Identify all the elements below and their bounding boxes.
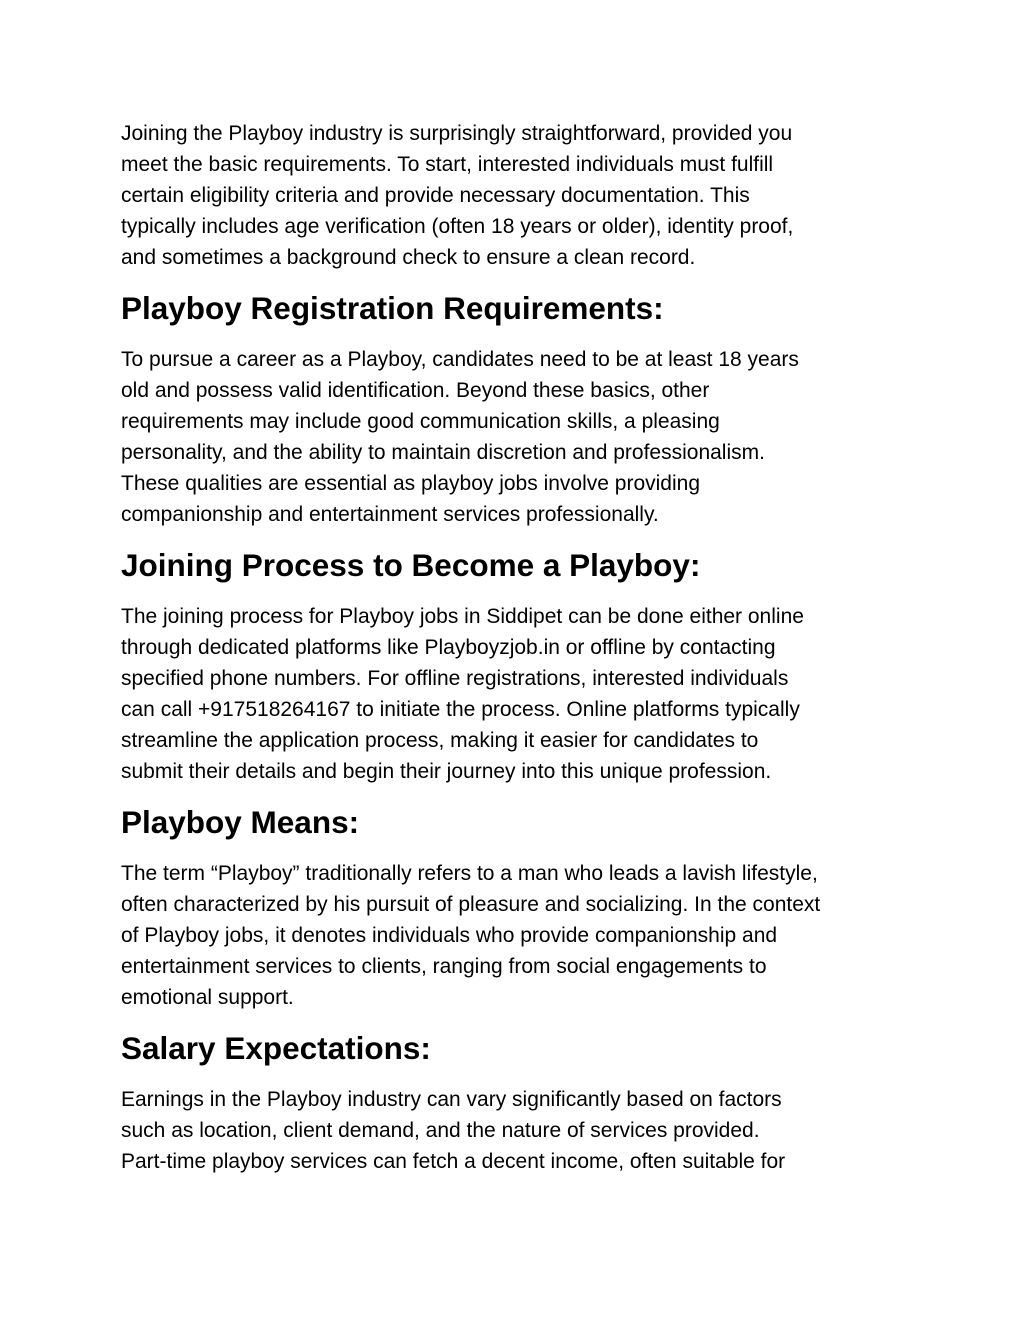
text-line: Earnings in the Playboy industry can vary significantly based on factors — [121, 1088, 782, 1111]
text-line: The joining process for Playboy jobs in Siddipet can be done either online — [121, 605, 804, 628]
text-line: specified phone numbers. For offline registrations, interested individuals — [121, 667, 789, 690]
text-line: To pursue a career as a Playboy, candidates need to be at least 18 years — [121, 348, 799, 371]
section-heading-registration: Playboy Registration Requirements: — [121, 290, 664, 326]
text-line: personality, and the ability to maintain discretion and professionalism. — [121, 441, 765, 464]
text-line: entertainment services to clients, ranging from social engagements to — [121, 955, 767, 978]
text-line: certain eligibility criteria and provide necessary documentation. This — [121, 184, 750, 207]
text-line: submit their details and begin their journey into this unique profession. — [121, 760, 772, 783]
text-line: meet the basic requirements. To start, interested individuals must fulfill — [121, 153, 774, 176]
section-heading-joining-process: Joining Process to Become a Playboy: — [121, 547, 701, 583]
text-line: These qualities are essential as playboy jobs involve providing — [121, 472, 700, 495]
text-line: typically includes age verification (often 18 years or older), identity proof, — [121, 215, 794, 238]
text-line: of Playboy jobs, it denotes individuals who provide companionship and — [121, 924, 778, 947]
text-line: old and possess valid identification. Beyond these basics, other — [121, 379, 710, 402]
text-line: Part-time playboy services can fetch a decent income, often suitable for — [121, 1150, 786, 1173]
text-line: such as location, client demand, and the nature of services provided. — [121, 1119, 760, 1142]
meaning-paragraph — [121, 858, 911, 1013]
text-line: through dedicated platforms like Playboyzjob.in or offline by contacting — [121, 636, 776, 659]
text-line: emotional support. — [121, 986, 294, 1009]
text-line: companionship and entertainment services professionally. — [121, 503, 659, 526]
section-heading-salary: Salary Expectations: — [121, 1030, 431, 1066]
section-heading-meaning: Playboy Means: — [121, 804, 360, 840]
document-body — [121, 118, 911, 1197]
intro-paragraph — [121, 118, 911, 273]
text-line: and sometimes a background check to ensure a clean record. — [121, 246, 696, 269]
text-line: requirements may include good communication skills, a pleasing — [121, 410, 720, 433]
text-line: often characterized by his pursuit of pleasure and socializing. In the context — [121, 893, 821, 916]
joining-process-paragraph — [121, 601, 911, 787]
text-line: The term “Playboy” traditionally refers to a man who leads a lavish lifestyle, — [121, 862, 818, 885]
salary-paragraph — [121, 1084, 911, 1177]
registration-paragraph — [121, 344, 911, 530]
text-line: Joining the Playboy industry is surprisingly straightforward, provided you — [121, 122, 793, 145]
text-line: can call +917518264167 to initiate the process. Online platforms typically — [121, 698, 800, 721]
text-line: streamline the application process, making it easier for candidates to — [121, 729, 759, 752]
